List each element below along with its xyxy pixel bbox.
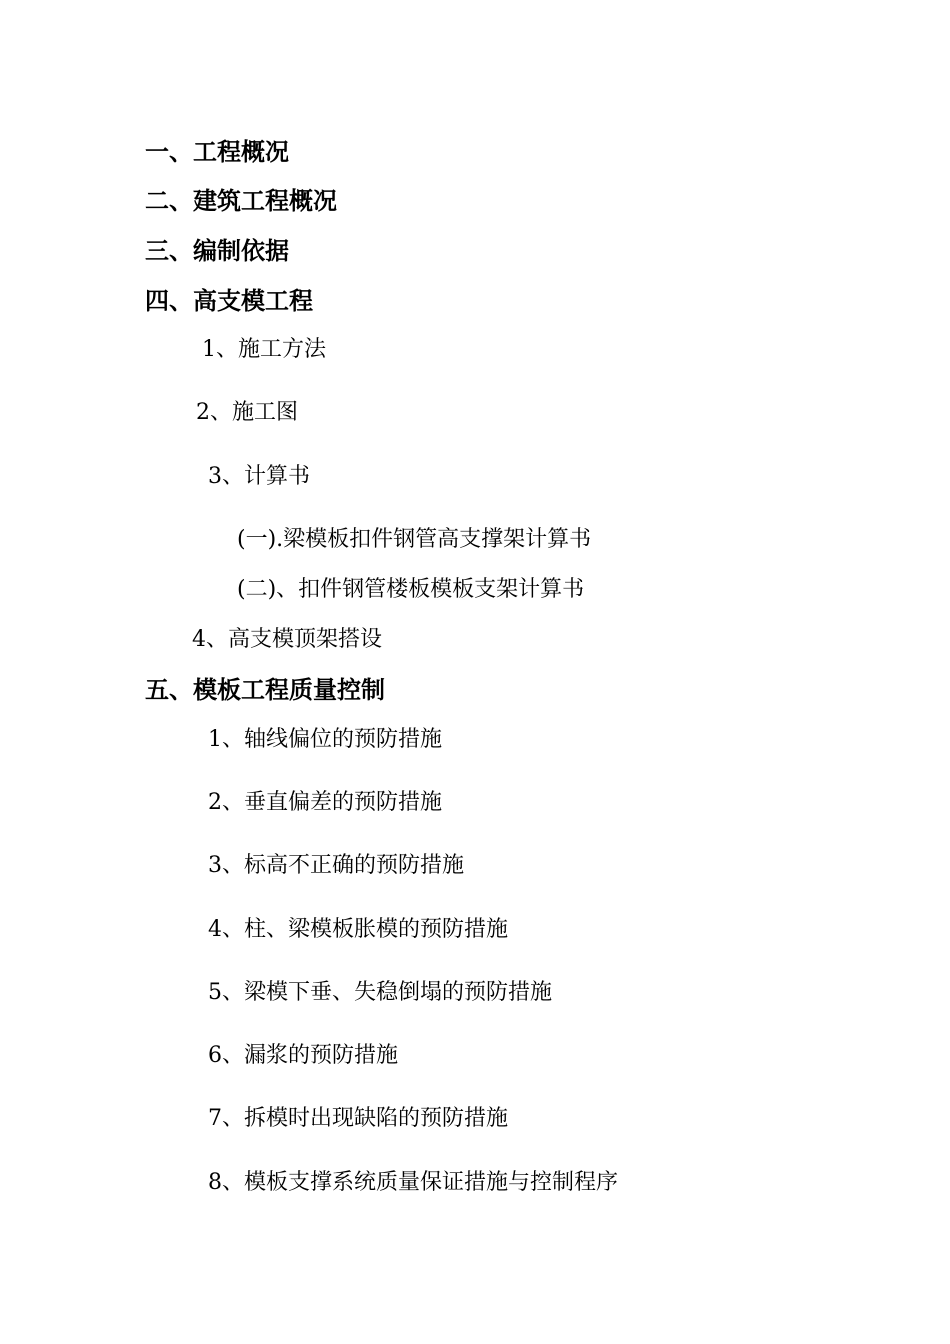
toc-section-3: 三、编制依据	[145, 237, 289, 265]
toc-item-4-1: 1、施工方法	[202, 337, 326, 362]
toc-subitem-4-3-1: (一).梁模板扣件钢管高支撑架计算书	[237, 527, 592, 552]
toc-section-5: 五、模板工程质量控制	[145, 676, 385, 704]
toc-section-1: 一、工程概况	[145, 138, 289, 166]
toc-item-5-5: 5、梁模下垂、失稳倒塌的预防措施	[208, 980, 552, 1005]
toc-section-4: 四、高支模工程	[145, 287, 313, 315]
toc-section-2: 二、建筑工程概况	[145, 187, 337, 215]
toc-item-5-8: 8、模板支撑系统质量保证措施与控制程序	[208, 1170, 618, 1195]
toc-item-5-3: 3、标高不正确的预防措施	[208, 853, 464, 878]
toc-item-5-4: 4、柱、梁模板胀模的预防措施	[208, 917, 508, 942]
toc-item-5-7: 7、拆模时出现缺陷的预防措施	[208, 1106, 508, 1131]
toc-item-5-2: 2、垂直偏差的预防措施	[208, 790, 442, 815]
toc-item-4-2: 2、施工图	[196, 400, 298, 425]
toc-item-4-4: 4、高支模顶架搭设	[192, 627, 382, 652]
toc-item-5-1: 1、轴线偏位的预防措施	[208, 727, 442, 752]
toc-subitem-4-3-2: (二)、扣件钢管楼板模板支架计算书	[237, 577, 585, 602]
toc-item-5-6: 6、漏浆的预防措施	[208, 1043, 398, 1068]
toc-item-4-3: 3、计算书	[208, 464, 310, 489]
